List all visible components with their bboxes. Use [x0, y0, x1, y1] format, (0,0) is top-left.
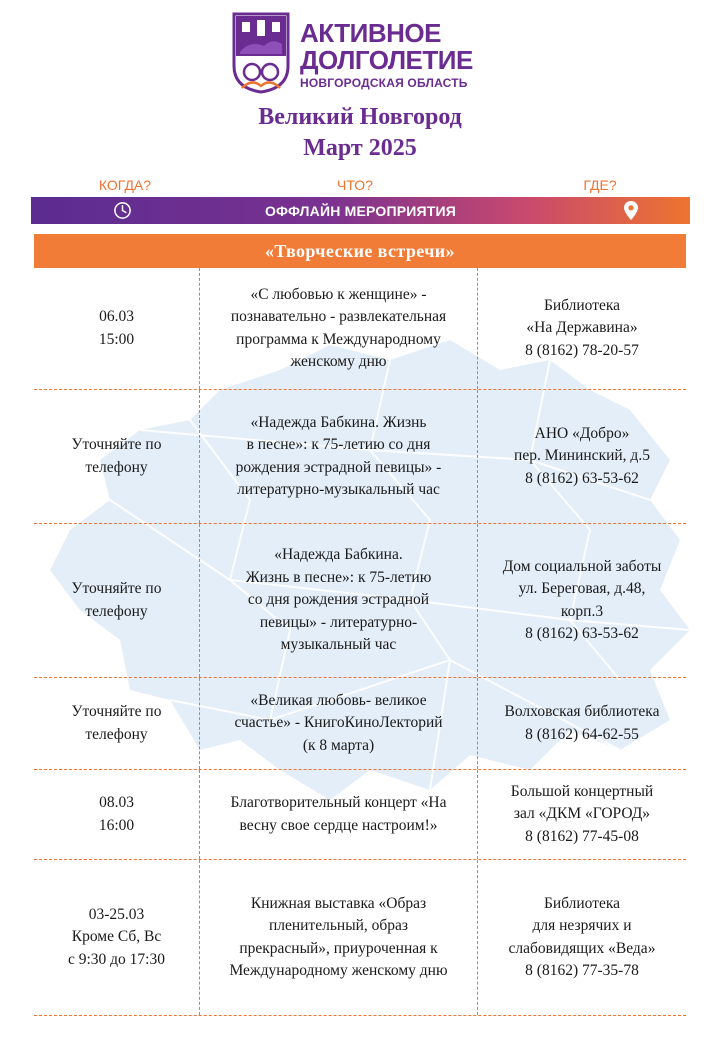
- event-when: Уточняйте по телефону: [34, 524, 200, 677]
- event-what: Благотворительный концерт «На весну свое сердце настроим!»: [200, 770, 478, 859]
- event-where: Большой концертный зал «ДКМ «ГОРОД» 8 (8162) 77-45-08: [510, 782, 654, 845]
- column-header-when: КОГДА?: [98, 177, 152, 193]
- logo-emblem-icon: [230, 8, 292, 94]
- event-when: 08.03 16:00: [34, 770, 200, 859]
- event-what: «Великая любовь- великое счастье» - КнигоКиноЛекторий (к 8 марта): [200, 678, 478, 769]
- event-when: 03-25.03 Кроме Сб, Вс с 9:30 до 17:30: [34, 860, 200, 1015]
- table-row: [34, 524, 686, 678]
- logo-text: [300, 20, 473, 89]
- event-when: 06.03 15:00: [34, 268, 200, 389]
- table-row: [34, 770, 686, 860]
- event-where: АНО «Добро» пер. Мининский, д.5 8 (8162) 63-53-62: [514, 424, 650, 487]
- table-row: [34, 268, 686, 390]
- page-title-city: Великий Новгород: [258, 104, 462, 130]
- band-title: ОФФЛАЙН МЕРОПРИЯТИЯ: [264, 202, 457, 219]
- event-when: Уточняйте по телефону: [34, 390, 200, 523]
- logo-line-1: АКТИВНОЕ: [300, 18, 441, 48]
- logo: [230, 8, 500, 96]
- column-header-where: ГДЕ?: [583, 177, 617, 193]
- table-row: [34, 860, 686, 1016]
- event-what: «Надежда Бабкина. Жизнь в песне»: к 75-летию со дня рождения эстрадной певицы» - литературно-музыкальный час: [200, 390, 478, 523]
- event-where: Библиотека «На Державина» 8 (8162) 78-20-57: [525, 296, 639, 359]
- event-where: Волховская библиотека 8 (8162) 64-62-55: [504, 703, 660, 743]
- table-row: [34, 678, 686, 770]
- event-where: Дом социальной заботы ул. Береговая, д.48, корп.3 8 (8162) 63-53-62: [502, 557, 662, 642]
- event-what: «С любовью к женщине» - познавательно - развлекательная программа к Международному женскому дню: [200, 268, 478, 389]
- logo-line-2: ДОЛГОЛЕТИЕ: [300, 45, 473, 75]
- page-subtitle-month: Март 2025: [303, 135, 417, 161]
- event-when: Уточняйте по телефону: [34, 678, 200, 769]
- column-header-what: ЧТО?: [337, 177, 373, 193]
- map-pin-icon: [623, 200, 639, 221]
- logo-line-3: НОВГОРОДСКАЯ ОБЛАСТЬ: [300, 76, 468, 90]
- event-what: Книжная выставка «Образ пленительный, образ прекрасный», приуроченная к Международному женскому дню: [200, 860, 478, 1015]
- event-where: Библиотека для незрячих и слабовидящих «Веда» 8 (8162) 77-35-78: [508, 894, 656, 979]
- section-title: «Творческие встречи»: [265, 240, 455, 261]
- section-header: [34, 234, 686, 268]
- category-band: [31, 197, 690, 224]
- clock-icon: [113, 201, 132, 220]
- table-row: [34, 390, 686, 524]
- event-what: «Надежда Бабкина. Жизнь в песне»: к 75-летию со дня рождения эстрадной певицы» - литературно- музыкальный час: [200, 524, 478, 677]
